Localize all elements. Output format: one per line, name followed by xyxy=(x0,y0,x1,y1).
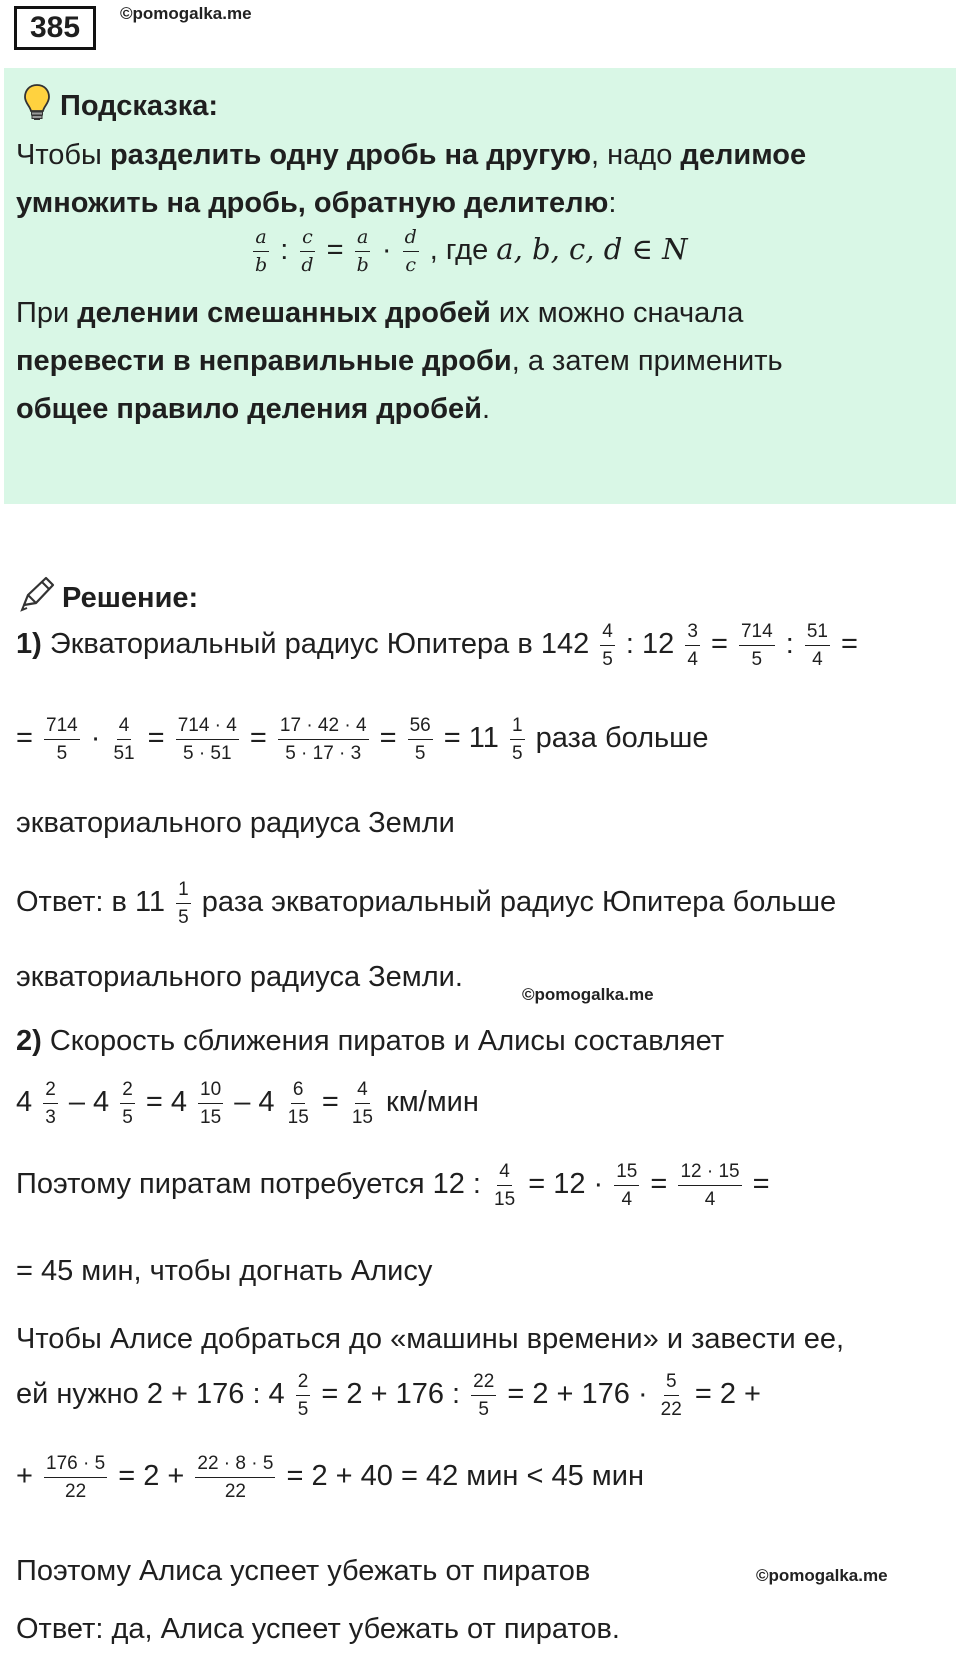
fraction: $\frac{a}{b}$ xyxy=(255,226,268,276)
p2-line-5: Чтобы Алисе добраться до «машины времени» и завести ее, xyxy=(16,1323,845,1355)
p1-answer-line-1: Ответ: в 11 $\frac{1}{5}$ раза экваториальный радиус Юпитера больше xyxy=(16,879,837,928)
hint-line-4: При делении смешанных дробей их можно сначала xyxy=(16,297,744,329)
hint-title xyxy=(22,82,218,130)
solution-title xyxy=(18,575,198,621)
p2-line-2: 4 $\frac{2}{3}$ – 4 $\frac{2}{5}$ = 4 $\frac{10}{15}$ – 4 $\frac{6}{15}$ = $\frac{4}{15}$ км/мин xyxy=(16,1079,479,1128)
p1-line-3: экваториального радиуса Земли xyxy=(16,807,455,839)
p2-line-6: ей нужно 2 + 176 : 4 $\frac{2}{5}$ = 2 + 176 : $\frac{22}{5}$ = 2 + 176 · $\frac{5}{22}$ = 2 + xyxy=(16,1371,761,1420)
watermark-top: ©pomogalka.me xyxy=(120,4,252,23)
hint-block xyxy=(4,68,956,504)
p2-line-7: + $\frac{176 \cdot 5}{22}$ = 2 + $\frac{22 \cdot 8 \cdot 5}{22}$ = 2 + 40 = 42 мин < 45 мин xyxy=(16,1453,644,1502)
fraction: $\frac{c}{d}$ xyxy=(301,226,314,276)
p2-line-1: 2) Скорость сближения пиратов и Алисы составляет xyxy=(16,1025,725,1057)
hint-formula: $\frac{a}{b}$ : $\frac{c}{d}$ = $\frac{a}{b}$ · $\frac{d}{c}$ , где a, b, c, d ∈ N xyxy=(255,226,688,276)
p2-line-3: Поэтому пиратам потребуется 12 : $\frac{4}{15}$ = 12 · $\frac{15}{4}$ = $\frac{12 \cdot 15}{4}$ = xyxy=(16,1161,770,1210)
fraction: $\frac{d}{c}$ xyxy=(404,226,417,276)
p2-line-8: Поэтому Алиса успеет убежать от пиратов xyxy=(16,1555,591,1587)
hint-line-6: общее правило деления дробей. xyxy=(16,393,491,425)
task-number: 385 xyxy=(14,6,96,50)
hint-line-2: умножить на дробь, обратную делителю: xyxy=(16,187,617,219)
hint-title-text: Подсказка: xyxy=(60,89,219,122)
p1-line-2: = $\frac{714}{5}$ · $\frac{4}{51}$ = $\frac{714 \cdot 4}{5 \cdot 51}$ = $\frac{17 \cdot 42 \cdot 4}{5 \cdot 17 \cdot 3}$ = $\frac{56}{5}$ = 11 $\frac{1}{5}$ раза больше xyxy=(16,715,709,764)
p2-line-4: = 45 мин, чтобы догнать Алису xyxy=(16,1255,433,1287)
lightbulb-icon xyxy=(22,82,52,130)
p1-line-1: 1) Экваториальный радиус Юпитера в 142 $\frac{4}{5}$ : 12 $\frac{3}{4}$ = $\frac{714}{5}$ : $\frac{51}{4}$ = xyxy=(16,621,858,670)
fraction: $\frac{a}{b}$ xyxy=(356,226,369,276)
hint-line-5: перевести в неправильные дроби, а затем применить xyxy=(16,345,783,377)
solution-title-text: Решение: xyxy=(62,581,199,614)
watermark-bottom: ©pomogalka.me xyxy=(756,1566,888,1585)
p1-answer-line-2: экваториального радиуса Земли. xyxy=(16,961,463,993)
pencil-icon xyxy=(18,575,56,621)
hint-line-1: Чтобы разделить одну дробь на другую, надо делимое xyxy=(16,139,807,171)
p2-answer: Ответ: да, Алиса успеет убежать от пиратов. xyxy=(16,1613,620,1645)
watermark-mid: ©pomogalka.me xyxy=(522,985,654,1004)
